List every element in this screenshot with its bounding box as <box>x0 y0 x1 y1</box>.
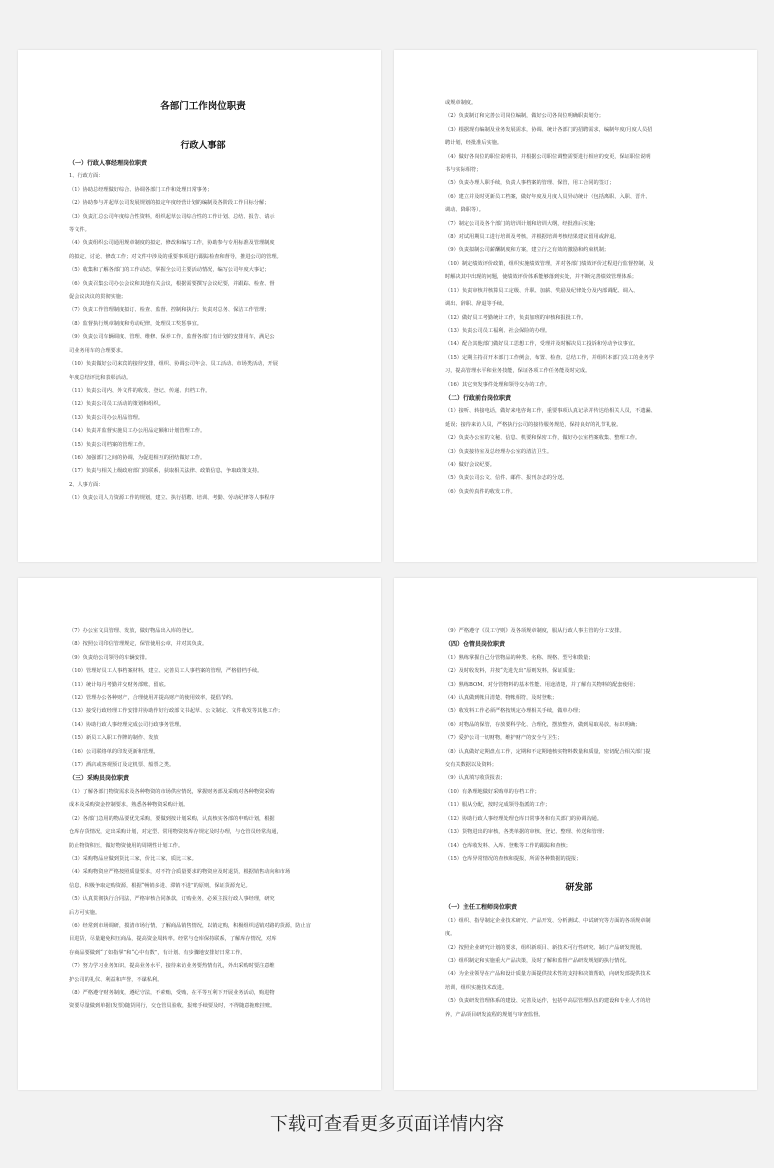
text-line: （3）负责汇总公司年度综合性资料，组织起草公司综合性的工作计划、总结、报告、请示 <box>69 213 275 220</box>
text-line: （3）负责接待室及总经理办公室的清洁卫生。 <box>445 448 553 455</box>
text-line: 调动、降职等）。 <box>445 207 484 214</box>
text-line: 司业务用车的合理要求。 <box>69 347 127 354</box>
text-line: 等文件。 <box>69 227 90 234</box>
text-line: （4）做好会议纪要。 <box>445 461 495 468</box>
text-line: （13）货物进出的审核，各类单据的审核、登记、整理、传送和管理； <box>445 829 608 836</box>
text-line: （17）负责与相关上级政府部门的联系，获取相关法律、政策信息，争取政策支持。 <box>69 468 263 475</box>
text-line: （6）对物品的保管，存放要科学化、合理化，摆放整齐，做到易取易放，标识明确； <box>445 721 641 728</box>
text-line: （4）采购物资应严格按照质量要求，对不符合质量要求的物资应及时退货，根据销售动向和市场 <box>69 869 291 876</box>
text-line: 时解决其中出现的问题，使绩效评价体系能够落到实处，并不断完善绩效管理体系； <box>445 274 637 281</box>
section-title: 行政人事部 <box>180 141 226 151</box>
text-line: （2）负责制订和完善公司岗位编制，做好公司各岗位明确职责划分； <box>445 113 604 120</box>
text-line: （8）监督执行规章制度和劳动纪律，处理员工奖惩事宜。 <box>69 320 202 327</box>
text-line: 促会议决议的贯彻实施； <box>69 294 127 301</box>
text-line: （3）组织制定和实施重大产品决策，及时了解和监督产品研发规划的执行情况。 <box>445 957 630 964</box>
text-line: 度。 <box>445 931 456 938</box>
text-line: （5）负责办理人职手续，负责人事档案的管理、保管，用工合同的签订； <box>445 180 615 187</box>
text-line: （13）接受行政经理工作安排并协助作好行政部文书起草、公文制定、文件收发等其他工作； <box>69 708 284 715</box>
text-line: （1）了解各部门物资需求及各种物资的市场供应情况，掌握财务部及采购对各种物资采购 <box>69 788 275 795</box>
text-line: （3）采购物品应做到货比三家，价比三家，质比三家。 <box>69 855 197 862</box>
text-line: （6）经常到市场调研，摸清市场行情，了解商品销售情况，以销定购，积极组织适销对路的货源，防止盲 <box>69 922 311 929</box>
text-line: （10）负责做好公司来宾的接待安排，组织、协调公司年会、员工活动、市场类活动，开展 <box>69 361 278 368</box>
text-line: （5）负责公司公文、信件、邮件、报刊杂志的分送。 <box>445 475 568 482</box>
text-line: （4）认真做到帐目清楚、物帐相符，及时登帐； <box>445 695 558 702</box>
text-line: 1、行政方面： <box>69 173 104 180</box>
text-line: （3）熟练BOM、对分管物料的基本性能、用途清楚，并了解有关物料的配套使用； <box>445 681 639 688</box>
text-line: 延误；接待来访人员，严格执行公司的接待服务规范，保持良好的礼节礼貌。 <box>445 421 622 428</box>
text-line: （2）协助参与并起草公司发展规划的拟定年度经营计划的编制及各阶段工作目标分解； <box>69 200 270 207</box>
text-line: （2）按照企业研究计划的要求，组织新项目、新技术可行性研究、制订产品研发规划。 <box>445 944 646 951</box>
text-line: （9）认真填写收货报表； <box>445 775 506 782</box>
text-line: （8）对试用期员工进行培训及考核，并根据培训考核结果建议留用或辞退。 <box>445 234 620 241</box>
text-line: 目进货，尽量避免积压商品，提高资金周转率。经常与仓库保持联系，了解库存情况，对库 <box>69 936 277 943</box>
text-line: （4）为企业领导在产品和设计质量方面提供技术性的支持和决策帮助，向研发部提供技术 <box>445 971 651 978</box>
document-page-3 <box>18 578 381 1090</box>
subsection-heading: （四）仓管员岗位职责 <box>445 641 506 649</box>
text-line: （1）熟练掌握自己分管物品的种类、名称、规格、型号和数量； <box>445 654 594 661</box>
text-line: （9）负责给公司领导的车辆安排。 <box>69 654 151 661</box>
text-line: （16）公司联络单的印发更新和管理。 <box>69 748 159 755</box>
document-title: 各部门工作岗位职责 <box>160 101 246 112</box>
download-more-caption: 下载可查看更多页面详情内容 <box>270 1114 504 1135</box>
text-line: 培训，组织实施技术改进。 <box>445 984 508 991</box>
text-line: （12）协助行政人事经理处理仓库日常事务和有关部门的协调沟通。 <box>445 815 603 822</box>
text-line: 成本及采购资金控制要求，熟悉各种物资采购计划。 <box>69 802 189 809</box>
text-line: 聘计划，经批准后实施。 <box>445 140 503 147</box>
text-line: （15）新员工入职工作牌的制作、发放 <box>69 735 159 742</box>
text-line: （5）收集和了解各部门的工作动态，掌握全公司主要活动情况，编写公司年度大事记； <box>69 267 270 274</box>
text-line: （10）管理好员工人事档案材料，建立、完善员工人事档案的管理，严格借档手续。 <box>69 668 263 675</box>
text-line: （14）仓库收发料、入库、登帐等工作的跟踪和查核； <box>445 842 571 849</box>
text-line: （2）负责办公室的文秘、信息、机要和保密工作，做好办公室档案收集、整理工作。 <box>445 435 641 442</box>
document-page-2 <box>394 50 757 562</box>
text-line: （8）按照公司印信管理规定，保管使用公章，并对其负责。 <box>69 641 208 648</box>
text-line: （7）制定公司及各个部门的培训计划和培训大纲，经批准后实施； <box>445 220 599 227</box>
text-line: 存商品要做到“了如指掌”和“心中有数”，有计划、有步骤地安排好日常工作。 <box>69 949 246 956</box>
subsection-heading: （一）行政人事经理岗位职责 <box>69 160 148 167</box>
text-line: （5）负责研发管理体系的建设、完善及运作，包括中高层管理队伍的建设和专业人才的培 <box>445 998 651 1005</box>
subsection-heading: （一）主任工程师岗位职责 <box>445 904 518 912</box>
text-line: 信息，积极争取定购资源，根据“畅销多进、滞销不进”的原则，保证货源充足。 <box>69 882 251 889</box>
text-line: 调出、辞职、辞退等手续。 <box>445 301 508 308</box>
text-line: （10）有条理地做好采购单的存档工作； <box>445 788 540 795</box>
text-line: （7）爱护公司一切财物，维护财产的安全与卫生； <box>445 735 563 742</box>
text-line: （14）配合其他部门做好员工思想工作，受理并及时解决员工投诉和劳动争议事宜。 <box>445 341 639 348</box>
text-line: （3）根据现有编制及业务发展需求，协调、统计各部门的招聘需求，编制年度/月度人员招 <box>445 126 653 133</box>
text-line: （9）负责拟制公司薪酬制度和方案，建立行之有效的激励和约束机制； <box>445 247 610 254</box>
text-line: （6）建立并及时更新员工档案，做好年度及月度人员异动统计（包括离职、入职、晋升、 <box>445 193 651 200</box>
text-line: （14）协助行政人事经理完成公司行政事务管理。 <box>69 721 185 728</box>
text-line: （9）负责公司车辆调度、管理、维修、保养工作，监督各部门有计划的安排用车，满足公 <box>69 334 275 341</box>
text-line: （15）定期主持召开本部门工作例会，布置、检查、总结工作，并组织本部门员工的业务学 <box>445 354 654 361</box>
text-line: 后方可实施。 <box>69 909 101 916</box>
text-line: 养，产品项目研发流程的规划与审查监督。 <box>445 1011 544 1018</box>
document-page-4 <box>394 578 757 1090</box>
text-line: （10）制定绩效评价政策，组织实施绩效管理，并对各部门绩效评价过程进行监督控制，及 <box>445 260 654 267</box>
text-line: （11）服从分配，按时完成领导指派的工作； <box>445 802 551 809</box>
text-line: 年度总结评比和表彰活动。 <box>69 374 132 381</box>
text-line: （6）负责传真件的收发工作。 <box>445 488 516 495</box>
section-title: 研发部 <box>565 883 593 894</box>
subsection-heading: （三）采购员岗位职责 <box>69 775 130 783</box>
text-line: （7）努力学习业务知识，提高业务水平，接待来访业务要热情有礼，外出采购时要注意维 <box>69 963 275 970</box>
text-line: 习，提高管理水平和业务技能，保证各项工作任务能及时完成。 <box>445 368 591 375</box>
text-line: （11）统计每月考勤并交财务部账，留底。 <box>69 681 169 688</box>
text-line: （15）负责公司档案的管理工作。 <box>69 441 149 448</box>
text-line: （9）严格遵守《员工守则》及各项规章制度，服从行政人事主管的分工安排。 <box>445 628 625 634</box>
text-line: （11）负责公司内、外文件的收发、登记、传递、归档工作。 <box>69 387 211 394</box>
text-line: （4）负责组织公司通用规章制度的拟定、修改和编写工作，协助参与专用标准及管理制度 <box>69 240 275 247</box>
text-line: （1）负责公司人力资源工作的规划，建立、执行招聘、培训、考勤、劳动纪律等人事程序 <box>69 495 275 502</box>
text-line: （12）做好员工考勤统计工作，负责加班的审核和报批工作。 <box>445 314 587 321</box>
text-line: 书与实际相符； <box>445 167 482 174</box>
text-line: （5）收发料工作必须严格按规定办理相关手续，做单办理； <box>445 708 584 715</box>
text-line: （2）各部门急用的物品要优先采购，要做到按计划采购，认真核实各部的申购计划，根据 <box>69 815 275 822</box>
text-line: 交有关数据以及资料； <box>445 762 497 769</box>
text-line: （1）接听、转接电话，做好来电咨询工作，重要事项认真记录并传达给相关人员，不遗漏、 <box>445 408 656 415</box>
text-line: （7）负责工作管理制度拟订、检查、监督、控制和执行；负责对总务、保洁工作管理； <box>69 307 270 314</box>
text-line: （12）负责公司员工活动的策划和组织。 <box>69 401 164 408</box>
text-line: （15）仓库异常情况的查核和提报，所需各种数据的提报； <box>445 855 582 862</box>
text-line: （4）做好各岗位的职位说明书，并根据公司职位调整需要进行相应的变更，保证职位说明 <box>445 153 651 160</box>
text-line: （1）组织、指导制定企业技术研究、产品开发、分析测试、中试研究等方面的各项规章制 <box>445 917 651 924</box>
text-line: （1）协助总经理做好综合、协调各部门工作和处理日常事务； <box>69 186 213 193</box>
text-line: 资要尽量做到单据(发票)随货同行，交仓管员验收，报账手续要及时，不得随意拖账挂账。 <box>69 1003 276 1010</box>
text-line: 仓库存货情况，定出采购计划，对定型、常用物资按库存规定及时办理，与仓管员经常沟通， <box>69 829 282 836</box>
text-line: 护公司的礼仪、利益和声誉，不谋私利。 <box>69 976 163 983</box>
document-page-1 <box>18 50 381 562</box>
text-line: （6）负责召集公司办公会议和其他有关会议，根据需要撰写会议纪要，并跟踪、检查、督 <box>69 280 275 287</box>
text-line: （13）负责公司员工福利、社会保险的办理。 <box>445 327 551 334</box>
text-line: （11）负责审核并核算员工定级、升职、加薪、奖励及纪律处分及内部调配、调入、 <box>445 287 639 294</box>
subsection-heading: （二）行政前台岗位职责 <box>445 394 512 402</box>
text-line: （16）加强部门之间的协调，为促进相互的团结做好工作。 <box>69 454 206 461</box>
text-line: 2、人事方面： <box>69 481 104 488</box>
text-line: （8）认真做好定期盘点工作，定期和不定期地核实物料数量和质量，密切配合相关部门提 <box>445 748 651 755</box>
text-line: （16）其它突发事件处理和领导交办的工作。 <box>445 381 551 388</box>
text-line: （14）负责并监督实施员工办公用品定额和计划管理工作。 <box>69 428 206 435</box>
text-line: （5）认真贯彻执行合同法，严格审核合同条款，订购业务，必须主报行政人事经理，研究 <box>69 896 275 903</box>
text-line: 防止物资积压，做好物资使用的周期性计划工作。 <box>69 842 184 849</box>
text-line: 或规章制度。 <box>445 100 477 106</box>
text-line: 的拟定、讨论、修改工作；对文件中涉及的重要事项进行跟踪检查和督导，推进公司的管理。 <box>69 253 282 260</box>
text-line: （12）管理办公各种财产，合理使用并提高财产的使用效率，提倡节约。 <box>69 695 237 702</box>
text-line: （2）及时收发料，并按“先进先出”原则发料，保证质量； <box>445 668 579 675</box>
text-line: （8）严格遵守财务制度，遵纪守法，不索贿，受贿，在平等互利下开展业务活动，购进物 <box>69 989 275 996</box>
text-line: （7）办公室文具管理、发放，做好物品出入库的登记。 <box>69 628 197 634</box>
text-line: （17）酒店或客观预订及定机票、船票之类。 <box>69 762 175 769</box>
text-line: （13）负责公司办公用品管理。 <box>69 414 144 421</box>
